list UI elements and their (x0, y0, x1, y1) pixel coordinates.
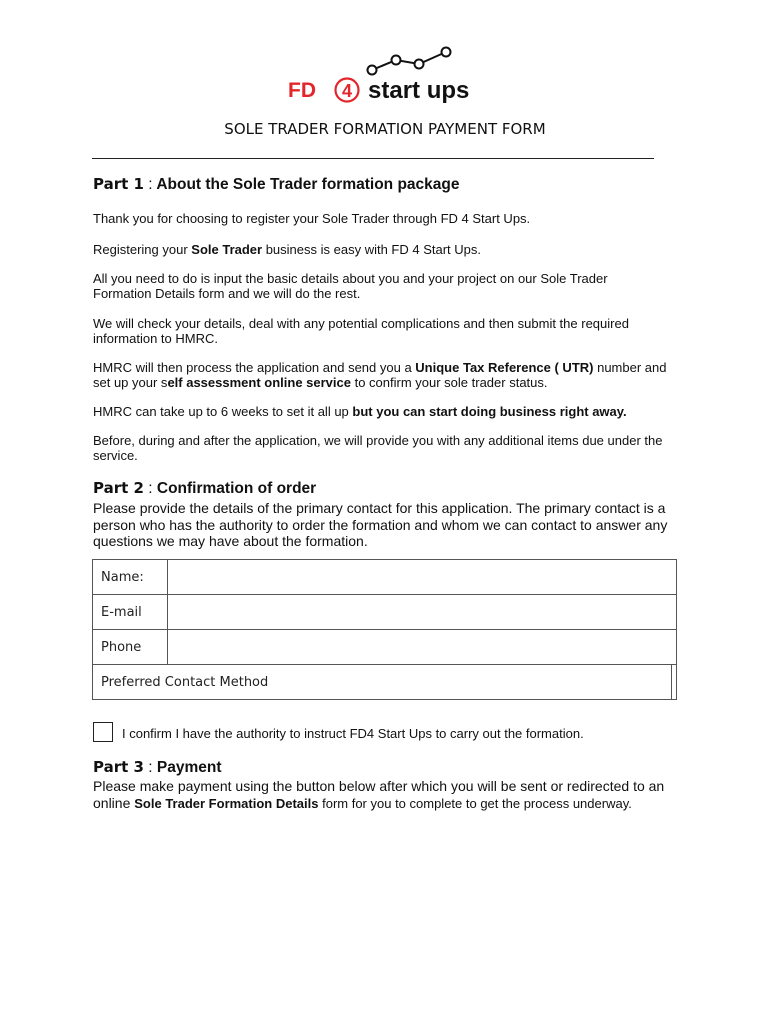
logo-node (415, 60, 424, 69)
phone-input[interactable] (168, 630, 677, 665)
logo-growth-line (372, 52, 446, 70)
name-input[interactable] (168, 560, 677, 595)
contact-row-method (93, 665, 677, 700)
name-label: Name: (93, 560, 168, 595)
authority-checkbox[interactable] (93, 722, 113, 742)
part1-heading (93, 175, 459, 194)
part1-colon: : (148, 176, 153, 193)
part3-colon: : (148, 759, 153, 776)
logo-fd-text: FD (288, 79, 316, 102)
part1-easy: Registering your Sole Trader business is easy with FD 4 Start Ups. (93, 242, 482, 257)
phone-label: Phone (93, 630, 168, 665)
logo-node (442, 48, 451, 57)
logo-node (392, 56, 401, 65)
part1-check: We will check your details, deal with any potential complications and then submit the required information to HMRC. (93, 316, 629, 346)
logo-node (368, 66, 377, 75)
part2-colon: : (148, 480, 153, 497)
part3-label: Part 3 (93, 758, 144, 776)
part1-label: Part 1 (93, 175, 144, 193)
part3-description: Please make payment using the button below after which you will be sent or redirected to an online Sole Trader Formation Details form for you to complete to get the process underway. (93, 778, 665, 811)
fd4-logo (284, 44, 484, 104)
page-title: SOLE TRADER FORMATION PAYMENT FORM (224, 120, 546, 138)
part1-hmrc: HMRC will then process the application and send you a Unique Tax Reference ( UTR) number and set up your self assessment online service to confirm your sole trader status. (93, 360, 667, 390)
logo-startups-text: start ups (368, 77, 470, 104)
part2-heading (93, 479, 316, 498)
part1-service: Before, during and after the application, we will provide you with any additional items due under the service. (93, 433, 663, 463)
part1-title: About the Sole Trader formation package (156, 176, 460, 193)
part1-thanks: Thank you for choosing to register your Sole Trader through FD 4 Start Ups. (93, 211, 531, 226)
email-label: E-mail (93, 595, 168, 630)
part1-weeks: HMRC can take up to 6 weeks to set it all up but you can start doing business right away. (93, 404, 627, 419)
part3-heading (93, 758, 222, 777)
logo-four-text: 4 (341, 81, 353, 101)
email-input[interactable] (168, 595, 677, 630)
contact-table (92, 559, 677, 700)
contact-method-input[interactable] (672, 665, 677, 700)
contact-row-name (93, 560, 677, 595)
part2-title: Confirmation of order (156, 480, 317, 497)
contact-row-phone (93, 630, 677, 665)
part3-title: Payment (156, 759, 222, 776)
contact-method-label: Preferred Contact Method (93, 665, 672, 700)
title-divider (92, 158, 654, 159)
part1-input: All you need to do is input the basic details about you and your project on our Sole Trader Formation Details form and we will do the rest. (93, 271, 608, 301)
part2-description: Please provide the details of the primary contact for this application. The primary contact is a person who has the authority to order the formation and whom we can contact to answer any questions we may have about the formation. (93, 500, 668, 549)
contact-row-email (93, 595, 677, 630)
authority-confirm-text: I confirm I have the authority to instruct FD4 Start Ups to carry out the formation. (122, 726, 584, 741)
part2-label: Part 2 (93, 479, 144, 497)
